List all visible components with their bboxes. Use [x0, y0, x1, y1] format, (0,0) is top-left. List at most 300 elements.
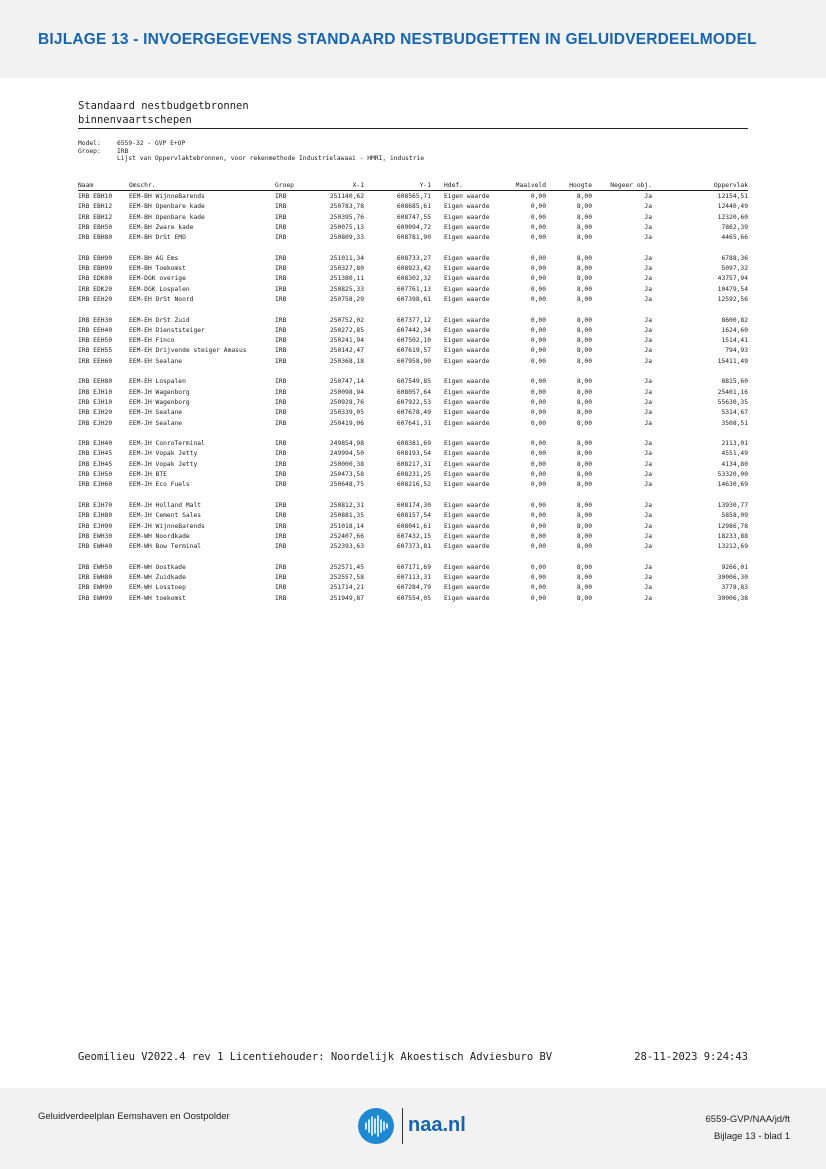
cell-hoogte: 8,00	[576, 440, 592, 448]
col-header-x: X-1	[352, 182, 364, 189]
cell-groep: IRB	[275, 419, 287, 427]
cell-omschr: EEM-EH Drijvende steiger Amasus	[129, 347, 247, 355]
table-row	[78, 388, 748, 398]
cell-naam: IRB EWH80	[78, 573, 113, 581]
cell-hdef: Eigen waarde	[444, 275, 490, 283]
cell-hdef: Eigen waarde	[444, 316, 490, 324]
cell-y: 607377,12	[396, 316, 431, 324]
table-row	[78, 213, 748, 223]
cell-oppervlak: 794,93	[725, 347, 748, 355]
group-spacer	[78, 305, 748, 315]
cell-groep: IRB	[275, 265, 287, 273]
cell-hoogte: 8,00	[576, 450, 592, 458]
cell-y: 608733,27	[396, 254, 431, 262]
cell-omschr: EEM-WH Noordkade	[129, 532, 190, 540]
cell-naam: IRB EDK00	[78, 275, 113, 283]
cell-hdef: Eigen waarde	[444, 471, 490, 479]
cell-y: 607502,10	[396, 337, 431, 345]
cell-naam: IRB EEH60	[78, 357, 113, 365]
table-row	[78, 377, 748, 387]
cell-naam: IRB EBH90	[78, 254, 113, 262]
group-spacer	[78, 243, 748, 253]
cell-hdef: Eigen waarde	[444, 223, 490, 231]
cell-naam: IRB EBH99	[78, 265, 113, 273]
cell-x: 250928,76	[329, 398, 364, 406]
report-subtitle: binnenvaartschepen	[78, 113, 748, 129]
cell-y: 607641,31	[396, 419, 431, 427]
cell-y: 608157,54	[396, 512, 431, 520]
cell-oppervlak: 12440,49	[717, 203, 748, 211]
cell-oppervlak: 3778,83	[721, 584, 748, 592]
page-footer	[0, 1088, 826, 1169]
cell-x: 252557,58	[329, 573, 364, 581]
cell-hoogte: 8,00	[576, 460, 592, 468]
col-header-y: Y-1	[419, 182, 431, 189]
cell-negeer: Ja	[644, 326, 652, 334]
cell-x: 251011,34	[329, 254, 364, 262]
cell-hdef: Eigen waarde	[444, 501, 490, 509]
cell-y: 607761,13	[396, 285, 431, 293]
cell-hdef: Eigen waarde	[444, 522, 490, 530]
cell-x: 251949,87	[329, 594, 364, 602]
cell-maaiveld: 0,00	[530, 316, 546, 324]
cell-omschr: EEM-DGK Lospalen	[129, 285, 190, 293]
cell-x: 250339,05	[329, 409, 364, 417]
cell-hoogte: 8,00	[576, 563, 592, 571]
cell-negeer: Ja	[644, 378, 652, 386]
cell-hdef: Eigen waarde	[444, 213, 490, 221]
cell-naam: IRB EJH10	[78, 388, 113, 396]
cell-hoogte: 8,00	[576, 223, 592, 231]
cell-hoogte: 8,00	[576, 316, 592, 324]
cell-oppervlak: 53320,00	[717, 471, 748, 479]
cell-oppervlak: 43757,94	[717, 275, 748, 283]
cell-groep: IRB	[275, 481, 287, 489]
cell-groep: IRB	[275, 285, 287, 293]
cell-hdef: Eigen waarde	[444, 357, 490, 365]
cell-omschr: EEM-EH Dienststeiger	[129, 326, 205, 334]
cell-y: 608302,32	[396, 275, 431, 283]
table-row	[78, 480, 748, 490]
cell-maaiveld: 0,00	[530, 481, 546, 489]
cell-oppervlak: 7862,39	[721, 223, 748, 231]
cell-y: 607554,05	[396, 594, 431, 602]
sound-wave-icon	[358, 1108, 394, 1144]
cell-y: 608923,42	[396, 265, 431, 273]
cell-maaiveld: 0,00	[530, 295, 546, 303]
cell-oppervlak: 12154,51	[717, 193, 748, 200]
table-row	[78, 336, 748, 346]
cell-maaiveld: 0,00	[530, 337, 546, 345]
cell-negeer: Ja	[644, 265, 652, 273]
group-spacer	[78, 429, 748, 439]
cell-x: 250368,18	[329, 357, 364, 365]
cell-y: 607398,61	[396, 295, 431, 303]
cell-hdef: Eigen waarde	[444, 234, 490, 242]
cell-groep: IRB	[275, 584, 287, 592]
cell-x: 250648,75	[329, 481, 364, 489]
table-row	[78, 202, 748, 212]
group-label: Groep:	[78, 147, 101, 155]
cell-maaiveld: 0,00	[530, 532, 546, 540]
cell-groep: IRB	[275, 450, 287, 458]
cell-hoogte: 8,00	[576, 275, 592, 283]
cell-negeer: Ja	[644, 337, 652, 345]
cell-hdef: Eigen waarde	[444, 337, 490, 345]
group-value: IRB	[117, 147, 129, 155]
cell-x: 250419,06	[329, 419, 364, 427]
cell-hdef: Eigen waarde	[444, 440, 490, 448]
report-title: Standaard nestbudgetbronnen	[78, 100, 249, 112]
cell-hdef: Eigen waarde	[444, 409, 490, 417]
cell-maaiveld: 0,00	[530, 285, 546, 293]
cell-x: 250075,13	[329, 223, 364, 231]
table-row	[78, 192, 748, 202]
cell-hdef: Eigen waarde	[444, 532, 490, 540]
cell-omschr: EEM-JH WijnneBarends	[129, 522, 205, 530]
cell-hdef: Eigen waarde	[444, 594, 490, 602]
cell-hoogte: 8,00	[576, 203, 592, 211]
table-header	[78, 181, 748, 191]
cell-x: 250809,33	[329, 234, 364, 242]
cell-negeer: Ja	[644, 193, 652, 200]
cell-y: 607549,85	[396, 378, 431, 386]
cell-oppervlak: 6788,36	[721, 254, 748, 262]
group-spacer	[78, 367, 748, 377]
cell-hoogte: 8,00	[576, 326, 592, 334]
logo-divider	[402, 1108, 403, 1144]
cell-y: 608216,52	[396, 481, 431, 489]
page-number: Bijlage 13 - blad 1	[713, 1131, 790, 1142]
cell-hdef: Eigen waarde	[444, 584, 490, 592]
cell-hoogte: 8,00	[576, 234, 592, 242]
report-footer	[78, 1051, 748, 1063]
col-header-naam: Naam	[78, 182, 94, 189]
table-row	[78, 439, 748, 449]
cell-omschr: EEM-JH Sealane	[129, 419, 183, 427]
cell-maaiveld: 0,00	[530, 398, 546, 406]
cell-maaiveld: 0,00	[530, 573, 546, 581]
cell-naam: IRB EBH12	[78, 203, 113, 211]
table-row	[78, 573, 748, 583]
cell-maaiveld: 0,00	[530, 254, 546, 262]
cell-y: 607619,57	[396, 347, 431, 355]
software-license: Geomilieu V2022.4 rev 1 Licentiehouder: Noordelijk Akoestisch Adviesburo BV	[78, 1051, 553, 1063]
cell-omschr: EEM-WH Bow Terminal	[129, 543, 202, 551]
table-row	[78, 223, 748, 233]
cell-maaiveld: 0,00	[530, 213, 546, 221]
cell-hoogte: 8,00	[576, 337, 592, 345]
table-row	[78, 254, 748, 264]
cell-hdef: Eigen waarde	[444, 512, 490, 520]
cell-hdef: Eigen waarde	[444, 543, 490, 551]
cell-hoogte: 8,00	[576, 193, 592, 200]
cell-maaiveld: 0,00	[530, 347, 546, 355]
cell-omschr: EEM-JH Cement Sales	[129, 512, 202, 520]
cell-maaiveld: 0,00	[530, 326, 546, 334]
cell-groep: IRB	[275, 316, 287, 324]
cell-naam: IRB EBH12	[78, 213, 113, 221]
cell-x: 252571,45	[329, 563, 364, 571]
cell-negeer: Ja	[644, 512, 652, 520]
cell-negeer: Ja	[644, 388, 652, 396]
cell-oppervlak: 25401,16	[717, 388, 748, 396]
cell-maaiveld: 0,00	[530, 234, 546, 242]
cell-hdef: Eigen waarde	[444, 460, 490, 468]
cell-y: 608217,31	[396, 460, 431, 468]
cell-oppervlak: 13930,77	[717, 501, 748, 509]
cell-x: 250000,38	[329, 460, 364, 468]
cell-oppervlak: 3508,51	[721, 419, 748, 427]
cell-negeer: Ja	[644, 275, 652, 283]
cell-x: 251714,21	[329, 584, 364, 592]
cell-x: 250783,78	[329, 203, 364, 211]
cell-oppervlak: 55630,35	[717, 398, 748, 406]
cell-naam: IRB EJH60	[78, 481, 113, 489]
cell-hoogte: 8,00	[576, 357, 592, 365]
table-row	[78, 398, 748, 408]
cell-naam: IRB EJH20	[78, 419, 113, 427]
cell-omschr: EEM-DGK overige	[129, 275, 186, 283]
col-header-oppervlak: Oppervlak	[713, 182, 748, 189]
cell-oppervlak: 14630,69	[717, 481, 748, 489]
cell-hoogte: 8,00	[576, 295, 592, 303]
cell-negeer: Ja	[644, 450, 652, 458]
table-row	[78, 295, 748, 305]
cell-oppervlak: 4551,49	[721, 450, 748, 458]
cell-groep: IRB	[275, 357, 287, 365]
cell-groep: IRB	[275, 254, 287, 262]
page-header	[0, 0, 826, 78]
cell-oppervlak: 8815,60	[721, 378, 748, 386]
table-row	[78, 449, 748, 459]
cell-groep: IRB	[275, 326, 287, 334]
page-title: BIJLAGE 13 - INVOERGEGEVENS STANDAARD NESTBUDGETTEN IN GELUIDVERDEELMODEL	[38, 31, 757, 48]
table-row	[78, 326, 748, 336]
report-timestamp: 28-11-2023 9:24:43	[634, 1051, 748, 1063]
cell-negeer: Ja	[644, 532, 652, 540]
cell-negeer: Ja	[644, 295, 652, 303]
table-row	[78, 408, 748, 418]
cell-negeer: Ja	[644, 234, 652, 242]
col-header-groep: Groep	[275, 182, 294, 189]
cell-y: 608747,55	[396, 213, 431, 221]
cell-oppervlak: 2113,01	[721, 440, 748, 448]
cell-hoogte: 8,00	[576, 594, 592, 602]
cell-oppervlak: 12592,56	[717, 295, 748, 303]
cell-omschr: EEM-JH Eco Fuels	[129, 481, 190, 489]
cell-hdef: Eigen waarde	[444, 563, 490, 571]
cell-hoogte: 8,00	[576, 543, 592, 551]
cell-hdef: Eigen waarde	[444, 481, 490, 489]
cell-hoogte: 8,00	[576, 573, 592, 581]
col-header-hdef: Hdef.	[444, 182, 463, 189]
table-row	[78, 357, 748, 367]
cell-maaiveld: 0,00	[530, 594, 546, 602]
table-row	[78, 522, 748, 532]
cell-y: 607678,49	[396, 409, 431, 417]
reference-code: 6559-GVP/NAA/jd/ft	[705, 1114, 790, 1125]
cell-y: 607442,34	[396, 326, 431, 334]
col-header-maaiveld: Maaiveld	[515, 182, 546, 189]
cell-omschr: EEM-BH AG Ems	[129, 254, 179, 262]
cell-hoogte: 8,00	[576, 254, 592, 262]
cell-y: 608041,61	[396, 522, 431, 530]
cell-omschr: EEM-JH BTE	[129, 471, 167, 479]
cell-y: 608193,54	[396, 450, 431, 458]
col-header-hoogte: Hoogte	[569, 182, 592, 189]
cell-groep: IRB	[275, 522, 287, 530]
cell-y: 608685,61	[396, 203, 431, 211]
cell-x: 250473,58	[329, 471, 364, 479]
cell-omschr: EEM-BH WijnneBarends	[129, 193, 205, 200]
cell-maaiveld: 0,00	[530, 501, 546, 509]
cell-naam: IRB EJH90	[78, 522, 113, 530]
cell-naam: IRB EWH50	[78, 563, 113, 571]
cell-groep: IRB	[275, 275, 287, 283]
cell-omschr: EEM-BH DrSt EMO	[129, 234, 186, 242]
cell-oppervlak: 4465,66	[721, 234, 748, 242]
cell-omschr: EEM-BH Zware kade	[129, 223, 194, 231]
cell-y: 607432,15	[396, 532, 431, 540]
cell-negeer: Ja	[644, 254, 652, 262]
cell-hoogte: 8,00	[576, 378, 592, 386]
cell-x: 251018,14	[329, 522, 364, 530]
cell-hoogte: 8,00	[576, 285, 592, 293]
model-label: Model:	[78, 140, 101, 147]
cell-naam: IRB EDK20	[78, 285, 113, 293]
cell-omschr: EEM-EH Finco	[129, 337, 175, 345]
cell-naam: IRB EJH80	[78, 512, 113, 520]
cell-x: 252393,63	[329, 543, 364, 551]
cell-oppervlak: 13212,69	[717, 543, 748, 551]
cell-naam: IRB EWH90	[78, 584, 113, 592]
cell-maaiveld: 0,00	[530, 522, 546, 530]
cell-y: 608231,25	[396, 471, 431, 479]
cell-x: 250812,31	[329, 501, 364, 509]
cell-naam: IRB EEH50	[78, 337, 113, 345]
cell-groep: IRB	[275, 347, 287, 355]
cell-hdef: Eigen waarde	[444, 285, 490, 293]
cell-negeer: Ja	[644, 460, 652, 468]
cell-omschr: EEM-WH Oostkade	[129, 563, 186, 571]
cell-oppervlak: 18233,88	[717, 532, 748, 540]
cell-omschr: EEM-JH Wagenborg	[129, 398, 190, 406]
cell-groep: IRB	[275, 440, 287, 448]
cell-oppervlak: 4134,80	[721, 460, 748, 468]
cell-y: 607113,31	[396, 573, 431, 581]
cell-negeer: Ja	[644, 481, 652, 489]
cell-maaiveld: 0,00	[530, 563, 546, 571]
cell-hdef: Eigen waarde	[444, 193, 490, 200]
logo-text: naa.nl	[408, 1114, 466, 1136]
cell-omschr: EEM-WH Zuidkade	[129, 573, 186, 581]
cell-hoogte: 8,00	[576, 512, 592, 520]
cell-hdef: Eigen waarde	[444, 419, 490, 427]
cell-naam: IRB EJH45	[78, 450, 113, 458]
cell-omschr: EEM-EH Lospalen	[129, 378, 186, 386]
table-row	[78, 542, 748, 552]
cell-hdef: Eigen waarde	[444, 388, 490, 396]
sources-table	[78, 181, 748, 604]
cell-omschr: EEM-WH toekomst	[129, 594, 186, 602]
table-row	[78, 274, 748, 284]
cell-hoogte: 8,00	[576, 584, 592, 592]
cell-naam: IRB EJH45	[78, 460, 113, 468]
cell-negeer: Ja	[644, 419, 652, 427]
cell-hoogte: 8,00	[576, 501, 592, 509]
project-name: Geluidverdeelplan Eemshaven en Oostpolder	[38, 1111, 230, 1122]
cell-negeer: Ja	[644, 594, 652, 602]
cell-naam: IRB EJH40	[78, 440, 113, 448]
cell-naam: IRB EEH80	[78, 378, 113, 386]
cell-negeer: Ja	[644, 203, 652, 211]
cell-naam: IRB EJH20	[78, 409, 113, 417]
cell-y: 609094,72	[396, 223, 431, 231]
cell-naam: IRB EEH40	[78, 326, 113, 334]
cell-groep: IRB	[275, 409, 287, 417]
cell-groep: IRB	[275, 378, 287, 386]
cell-omschr: EEM-EH Sealane	[129, 357, 183, 365]
cell-y: 607373,81	[396, 543, 431, 551]
cell-y: 607171,69	[396, 563, 431, 571]
cell-groep: IRB	[275, 223, 287, 231]
cell-groep: IRB	[275, 573, 287, 581]
cell-oppervlak: 30006,30	[717, 573, 748, 581]
cell-hdef: Eigen waarde	[444, 295, 490, 303]
cell-groep: IRB	[275, 563, 287, 571]
cell-hdef: Eigen waarde	[444, 326, 490, 334]
cell-naam: IRB EEH30	[78, 316, 113, 324]
cell-y: 607922,53	[396, 398, 431, 406]
cell-hdef: Eigen waarde	[444, 203, 490, 211]
cell-hoogte: 8,00	[576, 471, 592, 479]
cell-maaiveld: 0,00	[530, 409, 546, 417]
cell-x: 250327,80	[329, 265, 364, 273]
cell-naam: IRB EJH10	[78, 398, 113, 406]
cell-groep: IRB	[275, 213, 287, 221]
cell-groep: IRB	[275, 337, 287, 345]
table-row	[78, 316, 748, 326]
cell-hoogte: 8,00	[576, 398, 592, 406]
table-row	[78, 346, 748, 356]
cell-x: 250142,47	[329, 347, 364, 355]
cell-x: 251380,11	[329, 275, 364, 283]
table-row	[78, 532, 748, 542]
naa-logo	[358, 1106, 478, 1146]
cell-groep: IRB	[275, 543, 287, 551]
cell-naam: IRB EWH30	[78, 532, 113, 540]
cell-hoogte: 8,00	[576, 388, 592, 396]
cell-groep: IRB	[275, 193, 287, 200]
cell-negeer: Ja	[644, 409, 652, 417]
table-row	[78, 583, 748, 593]
cell-oppervlak: 12986,78	[717, 522, 748, 530]
cell-negeer: Ja	[644, 501, 652, 509]
cell-omschr: EEM-BH Toekomst	[129, 265, 186, 273]
table-body	[78, 192, 748, 604]
cell-x: 250758,29	[329, 295, 364, 303]
cell-naam: IRB EBH50	[78, 223, 113, 231]
cell-naam: IRB EBH10	[78, 193, 113, 200]
cell-groep: IRB	[275, 234, 287, 242]
cell-hoogte: 8,00	[576, 532, 592, 540]
cell-negeer: Ja	[644, 223, 652, 231]
report-meta	[78, 140, 748, 163]
model-value: 6559-32 - GVP E+OP	[117, 140, 186, 147]
cell-omschr: EEM-JH Holland Malt	[129, 501, 202, 509]
cell-hoogte: 8,00	[576, 213, 592, 221]
